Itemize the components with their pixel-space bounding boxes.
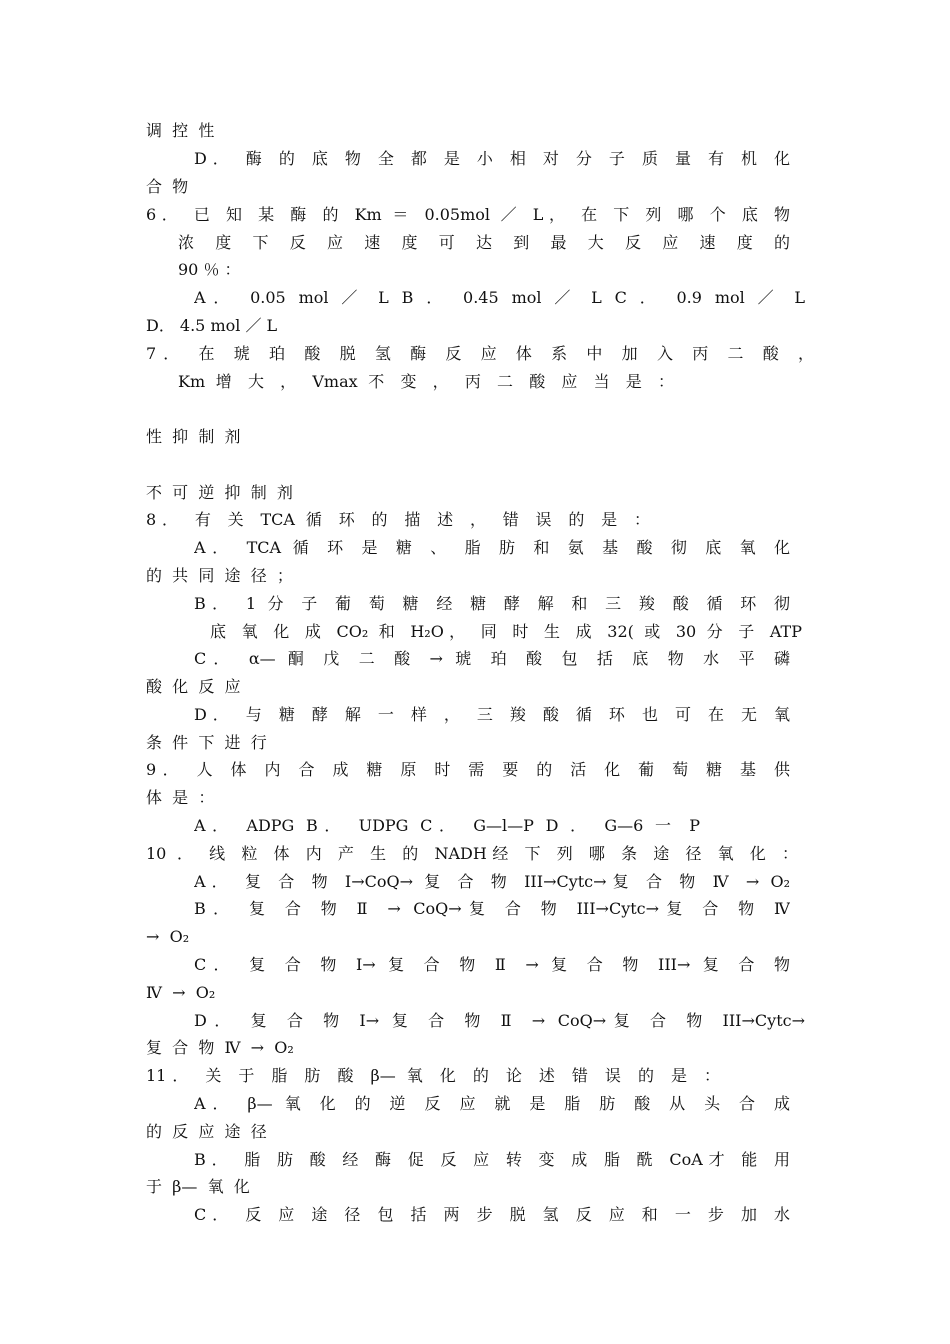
option-d: D． 复 合 物 I→ 复 合 物 Ⅱ → CoQ→复 合 物 III→Cytc→ (194, 1011, 805, 1030)
options-cd (194, 454, 790, 476)
text-line: 的 反 应 途 径 (146, 1122, 267, 1141)
text-line: 条 件 下 进 行 (146, 733, 267, 752)
question-11: 11． 关 于 脂 肪 酸 β— 氧 化 的 论 述 错 误 的 是 ： (146, 1066, 720, 1085)
option-b: B． 复 合 物 Ⅱ → CoQ→复 合 物 III→Cytc→复 合 物 Ⅳ (194, 899, 790, 918)
text-line: 浓 度 下 反 应 速 度 可 达 到 最 大 反 应 速 度 的 (178, 233, 790, 252)
option-a: A． β— 氧 化 的 逆 反 应 就 是 脂 肪 酸 从 头 合 成 (194, 1094, 790, 1113)
option-d: D． 4.5 mol ／ L (146, 316, 278, 335)
text-line: Ⅳ → O₂ (146, 983, 216, 1002)
question-6: 6． 已 知 某 酶 的 Km ＝ 0.05mol ／ L， 在 下 列 哪 个 底 物 (146, 205, 790, 224)
text-line: 合 物 (146, 177, 189, 196)
option-d: D． 酶 的 底 物 全 都 是 小 相 对 分 子 质 量 有 机 化 (194, 149, 790, 168)
text-line: 性 抑 制 剂 (146, 427, 241, 446)
option-a: A． TCA 循 环 是 糖 、 脂 肪 和 氨 基 酸 彻 底 氧 化 (194, 538, 790, 557)
text-line: 底 氧 化 成 CO₂ 和 H₂O， 同 时 生 成 32( 或 30 分 子 ATP (210, 622, 802, 641)
option-b: B． 1 分 子 葡 萄 糖 经 糖 酵 解 和 三 羧 酸 循 环 彻 (194, 594, 790, 613)
option-b: B． 脂 肪 酸 经 酶 促 反 应 转 变 成 脂 酰 CoA才 能 用 (194, 1150, 790, 1169)
question-8: 8． 有 关 TCA 循 环 的 描 述 ， 错 误 的 是 ： (146, 510, 650, 529)
text-line: 酸 化 反 应 (146, 677, 241, 696)
text-line: Km 增 大 ， Vmax 不 变 ， 丙 二 酸 应 当 是 ： (178, 372, 674, 391)
text-line: → O₂ (146, 927, 190, 946)
option-c: C． 复 合 物 I→ 复 合 物 Ⅱ → 复 合 物 III→ 复 合 物 (194, 955, 790, 974)
question-10: 10 ． 线 粒 体 内 产 生 的 NADH经 下 列 哪 条 途 径 氧 化 ： (146, 844, 798, 863)
option-c: C． α— 酮 戊 二 酸 → 琥 珀 酸 包 括 底 物 水 平 磷 (194, 649, 790, 668)
options-abc: A． 0.05 mol ／ L B ． 0.45 mol ／ L C ． 0.9 mol ／ L (194, 288, 805, 307)
question-9: 9． 人 体 内 合 成 糖 原 时 需 要 的 活 化 葡 萄 糖 基 供 (146, 760, 790, 779)
options-ab (194, 398, 790, 420)
text-line: 的 共 同 途 径 ； (146, 566, 293, 585)
text-line: 调 控 性 (146, 121, 215, 140)
options-abcd: A． ADPG B． UDPG C． G—l—P D ． G—6 一 P (194, 816, 700, 835)
option-a: A． 复 合 物 I→CoQ→ 复 合 物 III→Cytc→复 合 物 Ⅳ → O₂ (194, 872, 790, 891)
text-line: 90 ％ ： (178, 260, 241, 279)
text-line: 不 可 逆 抑 制 剂 (146, 483, 293, 502)
text-line: 复 合 物 Ⅳ → O₂ (146, 1038, 294, 1057)
text-line: 于 β— 氧 化 (146, 1177, 250, 1196)
text-line: 体 是 ： (146, 788, 215, 807)
question-7: 7． 在 琥 珀 酸 脱 氢 酶 反 应 体 系 中 加 入 丙 二 酸 ， (146, 344, 814, 363)
option-c: C． 反 应 途 径 包 括 两 步 脱 氢 反 应 和 一 步 加 水 (194, 1205, 790, 1224)
option-d: D． 与 糖 酵 解 一 样 ， 三 羧 酸 循 环 也 可 在 无 氧 (194, 705, 790, 724)
